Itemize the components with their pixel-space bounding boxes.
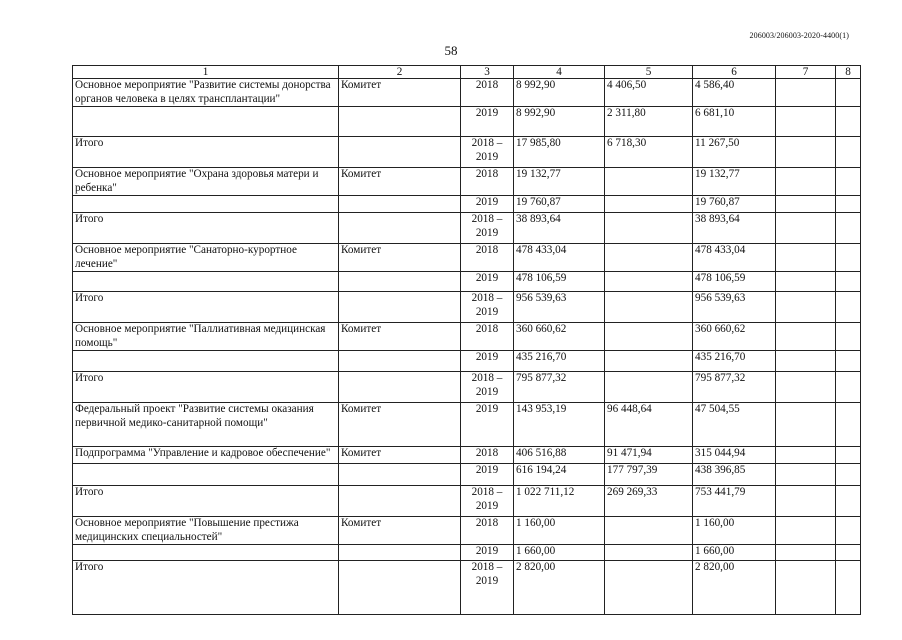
cell-c4: 8 992,90 xyxy=(514,79,605,107)
cell-c7 xyxy=(776,403,836,447)
cell-c7 xyxy=(776,486,836,517)
cell-c5: 6 718,30 xyxy=(605,137,693,168)
table-row xyxy=(73,561,861,615)
header-row xyxy=(73,66,861,79)
cell-c7 xyxy=(776,372,836,403)
cell-c6: 438 396,85 xyxy=(693,464,776,486)
cell-c1 xyxy=(73,107,339,137)
cell-c3: 2018 xyxy=(461,168,514,196)
cell-c2: Комитет xyxy=(339,323,461,351)
cell-c7 xyxy=(776,137,836,168)
cell-c1: Основное мероприятие "Повышение престижа медицинских специальностей" xyxy=(73,517,339,545)
table-row xyxy=(73,517,861,545)
cell-c7 xyxy=(776,79,836,107)
cell-c5: 91 471,94 xyxy=(605,447,693,464)
header-cell: 2 xyxy=(339,66,461,79)
cell-c1: Итого xyxy=(73,486,339,517)
cell-c1 xyxy=(73,196,339,213)
header-cell: 1 xyxy=(73,66,339,79)
cell-c1: Федеральный проект "Развитие системы оказания первичной медико-санитарной помощи" xyxy=(73,403,339,447)
cell-c6: 1 160,00 xyxy=(693,517,776,545)
cell-c7 xyxy=(776,351,836,372)
cell-c8 xyxy=(836,323,861,351)
cell-c2: Комитет xyxy=(339,447,461,464)
cell-c2 xyxy=(339,107,461,137)
header-cell: 4 xyxy=(514,66,605,79)
cell-c4: 1 160,00 xyxy=(514,517,605,545)
cell-c2: Комитет xyxy=(339,403,461,447)
cell-c3: 2019 xyxy=(461,545,514,561)
cell-c6: 38 893,64 xyxy=(693,213,776,244)
table-row xyxy=(73,137,861,168)
header-cell: 5 xyxy=(605,66,693,79)
cell-c4: 616 194,24 xyxy=(514,464,605,486)
cell-c4: 478 433,04 xyxy=(514,244,605,272)
cell-c8 xyxy=(836,137,861,168)
table-row xyxy=(73,213,861,244)
table-row xyxy=(73,107,861,137)
table-row xyxy=(73,447,861,464)
cell-c2 xyxy=(339,464,461,486)
cell-c8 xyxy=(836,272,861,292)
cell-c3: 2019 xyxy=(461,351,514,372)
cell-c4: 17 985,80 xyxy=(514,137,605,168)
cell-c3: 2018 xyxy=(461,517,514,545)
cell-c6: 753 441,79 xyxy=(693,486,776,517)
cell-c4: 38 893,64 xyxy=(514,213,605,244)
header-cell: 7 xyxy=(776,66,836,79)
table-body xyxy=(73,79,861,615)
cell-c1: Итого xyxy=(73,372,339,403)
cell-c5 xyxy=(605,196,693,213)
table-row xyxy=(73,272,861,292)
cell-c6: 435 216,70 xyxy=(693,351,776,372)
cell-c8 xyxy=(836,545,861,561)
cell-c5 xyxy=(605,561,693,615)
cell-c5: 2 311,80 xyxy=(605,107,693,137)
table-row xyxy=(73,403,861,447)
cell-c7 xyxy=(776,561,836,615)
document-id: 206003/206003-2020-4400(1) xyxy=(749,31,849,40)
cell-c4: 143 953,19 xyxy=(514,403,605,447)
table-row xyxy=(73,292,861,323)
cell-c8 xyxy=(836,213,861,244)
table-row xyxy=(73,244,861,272)
cell-c8 xyxy=(836,196,861,213)
cell-c5 xyxy=(605,323,693,351)
cell-c1 xyxy=(73,545,339,561)
cell-c2 xyxy=(339,292,461,323)
cell-c3: 2018 – 2019 xyxy=(461,213,514,244)
cell-c3: 2018 – 2019 xyxy=(461,372,514,403)
budget-table xyxy=(72,65,861,615)
cell-c6: 956 539,63 xyxy=(693,292,776,323)
cell-c7 xyxy=(776,292,836,323)
cell-c8 xyxy=(836,517,861,545)
cell-c1: Основное мероприятие "Охрана здоровья матери и ребенка" xyxy=(73,168,339,196)
cell-c4: 1 022 711,12 xyxy=(514,486,605,517)
cell-c6: 315 044,94 xyxy=(693,447,776,464)
header-cell: 8 xyxy=(836,66,861,79)
cell-c4: 956 539,63 xyxy=(514,292,605,323)
cell-c1: Основное мероприятие "Развитие системы донорства органов человека в целях трансплантации" xyxy=(73,79,339,107)
cell-c2 xyxy=(339,196,461,213)
cell-c1: Основное мероприятие "Санаторно-курортное лечение" xyxy=(73,244,339,272)
cell-c8 xyxy=(836,464,861,486)
cell-c2 xyxy=(339,545,461,561)
cell-c6: 4 586,40 xyxy=(693,79,776,107)
cell-c6: 47 504,55 xyxy=(693,403,776,447)
cell-c5: 96 448,64 xyxy=(605,403,693,447)
cell-c6: 795 877,32 xyxy=(693,372,776,403)
cell-c5: 177 797,39 xyxy=(605,464,693,486)
cell-c4: 19 760,87 xyxy=(514,196,605,213)
cell-c2 xyxy=(339,137,461,168)
cell-c1 xyxy=(73,464,339,486)
cell-c6: 6 681,10 xyxy=(693,107,776,137)
cell-c1 xyxy=(73,272,339,292)
table-row xyxy=(73,196,861,213)
table-row xyxy=(73,486,861,517)
table-row xyxy=(73,464,861,486)
cell-c7 xyxy=(776,107,836,137)
cell-c5 xyxy=(605,351,693,372)
cell-c3: 2018 – 2019 xyxy=(461,561,514,615)
cell-c8 xyxy=(836,79,861,107)
cell-c7 xyxy=(776,447,836,464)
cell-c1: Итого xyxy=(73,137,339,168)
cell-c1: Основное мероприятие "Паллиативная медицинская помощь" xyxy=(73,323,339,351)
cell-c8 xyxy=(836,561,861,615)
cell-c8 xyxy=(836,292,861,323)
cell-c6: 11 267,50 xyxy=(693,137,776,168)
cell-c5 xyxy=(605,213,693,244)
cell-c8 xyxy=(836,351,861,372)
cell-c3: 2018 xyxy=(461,244,514,272)
cell-c6: 19 132,77 xyxy=(693,168,776,196)
header-cell: 3 xyxy=(461,66,514,79)
cell-c1: Итого xyxy=(73,561,339,615)
cell-c8 xyxy=(836,403,861,447)
cell-c1 xyxy=(73,351,339,372)
cell-c3: 2018 – 2019 xyxy=(461,486,514,517)
cell-c1: Итого xyxy=(73,292,339,323)
header-cell: 6 xyxy=(693,66,776,79)
cell-c7 xyxy=(776,168,836,196)
cell-c2 xyxy=(339,272,461,292)
cell-c3: 2018 – 2019 xyxy=(461,137,514,168)
cell-c5 xyxy=(605,372,693,403)
cell-c5 xyxy=(605,517,693,545)
table-row xyxy=(73,168,861,196)
cell-c8 xyxy=(836,244,861,272)
cell-c2: Комитет xyxy=(339,79,461,107)
table-row xyxy=(73,323,861,351)
cell-c2 xyxy=(339,213,461,244)
cell-c2 xyxy=(339,372,461,403)
cell-c8 xyxy=(836,372,861,403)
cell-c5: 4 406,50 xyxy=(605,79,693,107)
cell-c4: 478 106,59 xyxy=(514,272,605,292)
cell-c8 xyxy=(836,486,861,517)
cell-c5 xyxy=(605,168,693,196)
cell-c4: 435 216,70 xyxy=(514,351,605,372)
cell-c2 xyxy=(339,351,461,372)
cell-c3: 2018 xyxy=(461,79,514,107)
cell-c7 xyxy=(776,323,836,351)
cell-c3: 2019 xyxy=(461,464,514,486)
cell-c5 xyxy=(605,272,693,292)
cell-c6: 478 433,04 xyxy=(693,244,776,272)
cell-c3: 2019 xyxy=(461,272,514,292)
cell-c7 xyxy=(776,213,836,244)
cell-c3: 2019 xyxy=(461,107,514,137)
table-row xyxy=(73,372,861,403)
cell-c3: 2018 – 2019 xyxy=(461,292,514,323)
cell-c2: Комитет xyxy=(339,244,461,272)
cell-c4: 1 660,00 xyxy=(514,545,605,561)
cell-c2 xyxy=(339,486,461,517)
cell-c7 xyxy=(776,244,836,272)
cell-c7 xyxy=(776,464,836,486)
cell-c8 xyxy=(836,107,861,137)
cell-c4: 406 516,88 xyxy=(514,447,605,464)
cell-c2: Комитет xyxy=(339,517,461,545)
table-row xyxy=(73,351,861,372)
cell-c1: Подпрограмма "Управление и кадровое обеспечение" xyxy=(73,447,339,464)
cell-c4: 19 132,77 xyxy=(514,168,605,196)
cell-c3: 2019 xyxy=(461,403,514,447)
page-number: 58 xyxy=(444,43,458,58)
cell-c4: 795 877,32 xyxy=(514,372,605,403)
cell-c5: 269 269,33 xyxy=(605,486,693,517)
cell-c4: 8 992,90 xyxy=(514,107,605,137)
cell-c4: 2 820,00 xyxy=(514,561,605,615)
cell-c7 xyxy=(776,272,836,292)
table-row xyxy=(73,545,861,561)
cell-c2 xyxy=(339,561,461,615)
cell-c6: 478 106,59 xyxy=(693,272,776,292)
table-row xyxy=(73,79,861,107)
cell-c7 xyxy=(776,517,836,545)
cell-c8 xyxy=(836,447,861,464)
cell-c3: 2019 xyxy=(461,196,514,213)
cell-c5 xyxy=(605,244,693,272)
cell-c4: 360 660,62 xyxy=(514,323,605,351)
cell-c6: 1 660,00 xyxy=(693,545,776,561)
cell-c3: 2018 xyxy=(461,323,514,351)
cell-c6: 2 820,00 xyxy=(693,561,776,615)
cell-c2: Комитет xyxy=(339,168,461,196)
cell-c5 xyxy=(605,545,693,561)
cell-c8 xyxy=(836,168,861,196)
cell-c7 xyxy=(776,196,836,213)
cell-c1: Итого xyxy=(73,213,339,244)
cell-c3: 2018 xyxy=(461,447,514,464)
cell-c6: 360 660,62 xyxy=(693,323,776,351)
cell-c7 xyxy=(776,545,836,561)
cell-c6: 19 760,87 xyxy=(693,196,776,213)
cell-c5 xyxy=(605,292,693,323)
